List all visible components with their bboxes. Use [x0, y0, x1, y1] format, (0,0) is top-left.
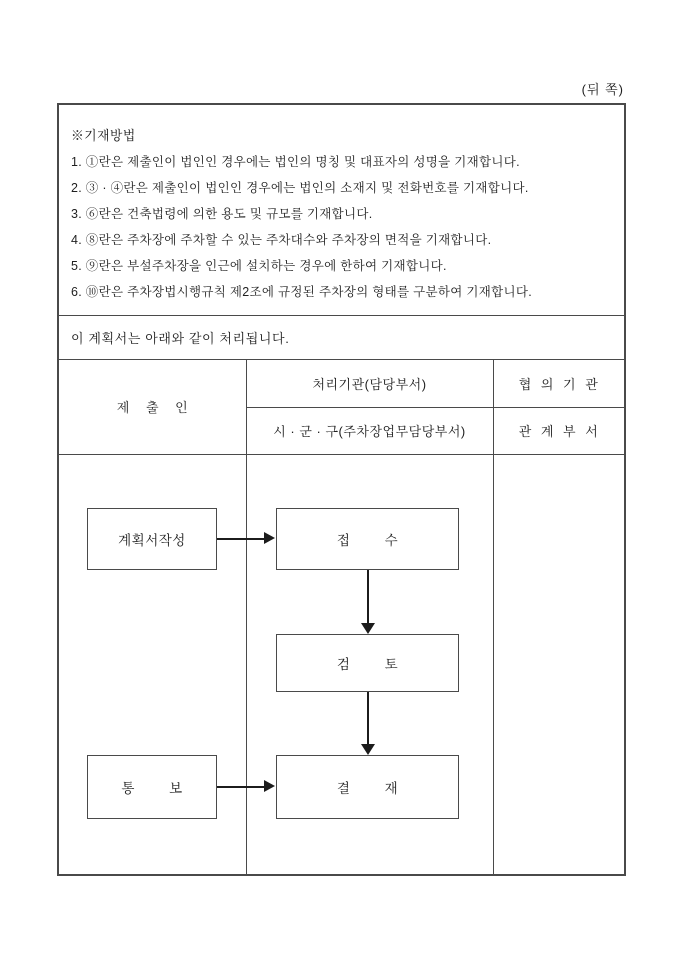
- flow-box-review: 검 토: [276, 634, 459, 692]
- form-outline-box: [57, 103, 626, 876]
- flow-box-approval: 결 재: [276, 755, 459, 819]
- instructions-list: [71, 149, 616, 305]
- arrow-line: [217, 786, 264, 788]
- instruction-item-5: 5. ⑨란은 부설주차장을 인근에 설치하는 경우에 한하여 기재합니다.: [71, 259, 447, 273]
- flow-box-plan-drafting: 계획서작성: [87, 508, 217, 570]
- instruction-item-6: 6. ⑩란은 주차장법시행규칙 제2조에 규정된 주차장의 형태를 구분하여 기재합니다.: [71, 285, 533, 299]
- arrow-line: [367, 570, 369, 623]
- instruction-item-4: 4. ⑧란은 주차장에 주차할 수 있는 주차대수와 주차장의 면적을 기재합니다.: [71, 233, 492, 247]
- arrow-head-down-icon: [361, 744, 375, 755]
- instruction-item-3: 3. ⑥란은 건축법령에 의한 용도 및 규모를 기재합니다.: [71, 207, 373, 221]
- instructions-title: ※기재방법: [71, 128, 136, 143]
- arrow-line: [367, 692, 369, 744]
- subheader-city-county-district: 시 · 군 · 구(주차장업무담당부서): [273, 424, 466, 439]
- header-consulting-agency: 협 의 기 관: [518, 376, 599, 392]
- header-submitter: 제 출 인: [116, 400, 189, 415]
- arrow-head-down-icon: [361, 623, 375, 634]
- arrow-head-right-icon: [264, 780, 275, 792]
- divider-header-bottom: [59, 454, 624, 455]
- instruction-item-2: 2. ③ · ④란은 제출인이 법인인 경우에는 법인의 소재지 및 전화번호를 기재합니다.: [71, 181, 529, 195]
- flow-box-notification: 통 보: [87, 755, 217, 819]
- process-note-row: [59, 315, 624, 359]
- arrow-line: [217, 538, 264, 540]
- process-note-text: 이 계획서는 아래와 같이 처리됩니다.: [71, 330, 290, 346]
- instruction-item-1: 1. ①란은 제출인이 법인인 경우에는 법인의 명칭 및 대표자의 성명을 기재합니다.: [71, 155, 520, 169]
- header-processing-agency: 처리기관(담당부서): [312, 376, 427, 392]
- subheader-related-department: 관 계 부 서: [518, 424, 599, 439]
- flow-box-receipt: 접 수: [276, 508, 459, 570]
- arrow-head-right-icon: [264, 532, 275, 544]
- back-side-label: (뒤 쪽): [581, 82, 624, 97]
